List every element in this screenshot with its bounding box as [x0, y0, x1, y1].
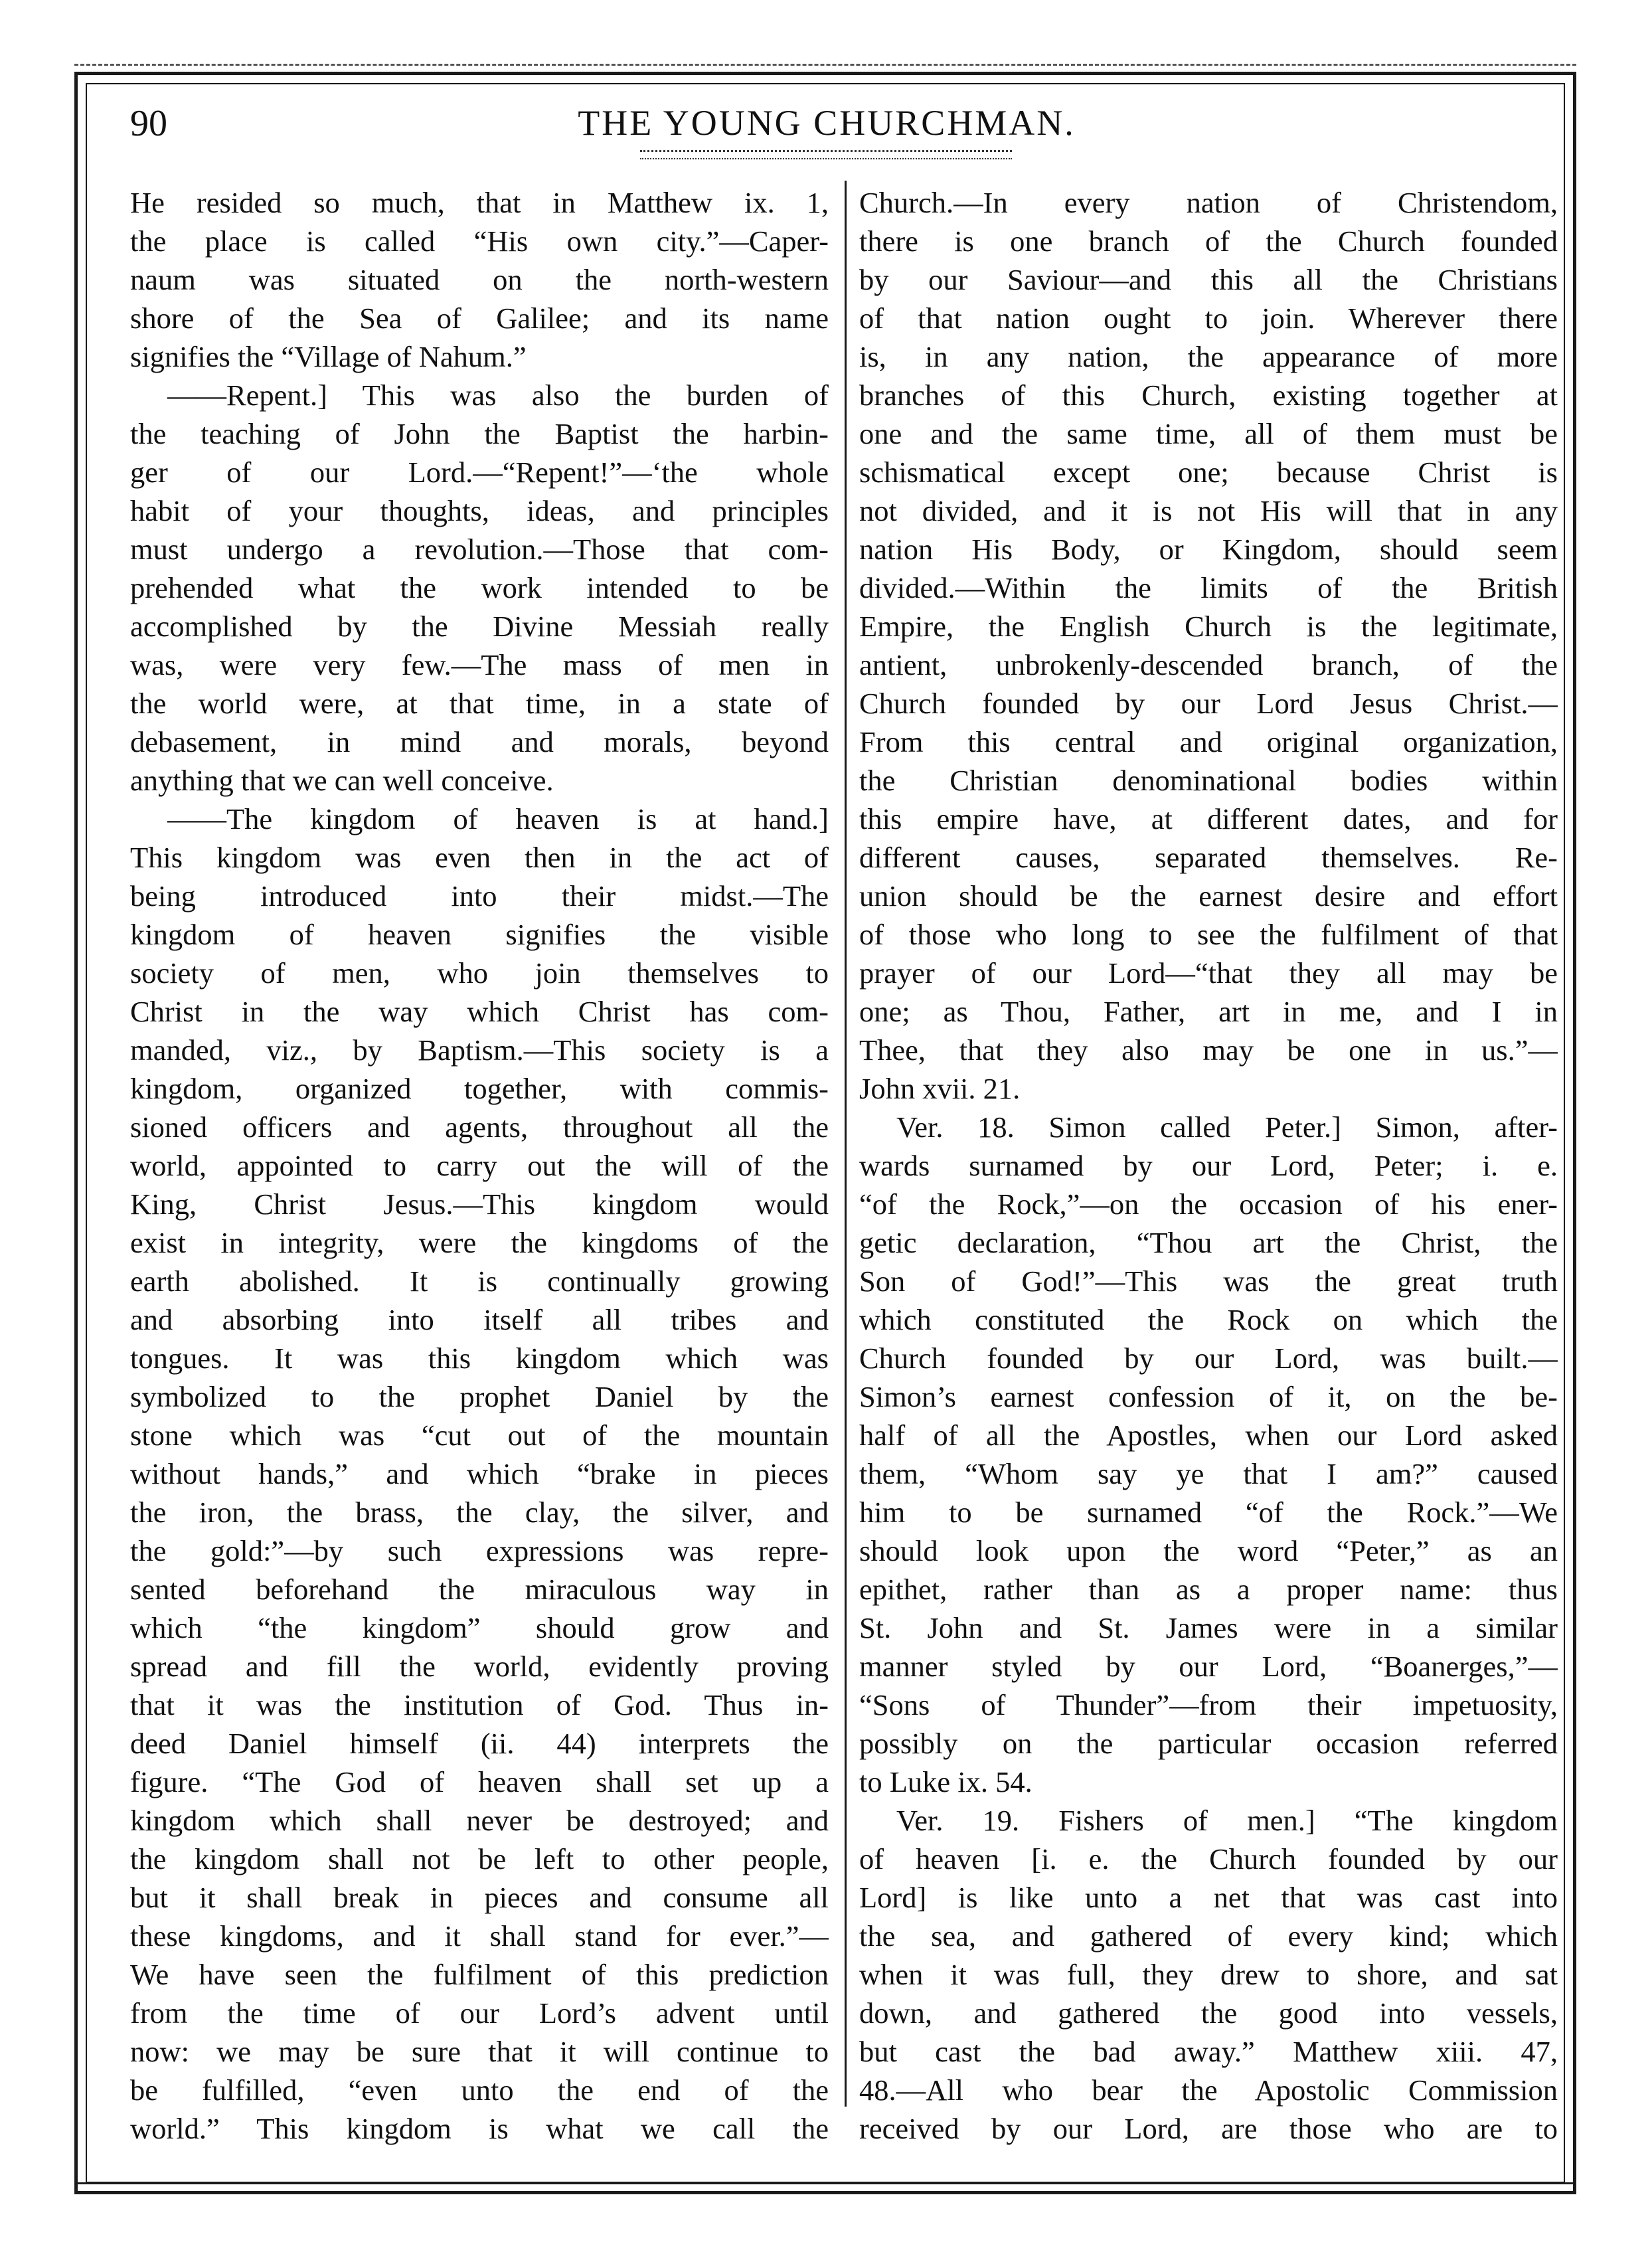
text-line: the place is called “His own city.”—Caper-	[130, 224, 829, 258]
text-line: of heaven [i. e. the Church founded by our	[859, 1842, 1558, 1875]
text-line: Simon’s earnest confession of it, on the be-	[859, 1380, 1558, 1413]
running-title: THE YOUNG CHURCHMAN.	[578, 103, 1076, 143]
text-line: sented beforehand the miraculous way in	[130, 1573, 829, 1606]
text-line: was, were very few.—The mass of men in	[130, 648, 829, 681]
text-line: one; as Thou, Father, art in me, and I in	[859, 995, 1558, 1028]
text-line: kingdom of heaven signifies the visible	[130, 918, 829, 951]
text-line: 48.—All who bear the Apostolic Commission	[859, 2073, 1558, 2107]
text-line: not divided, and it is not His will that in any	[859, 494, 1558, 527]
text-line: the gold:”—by such expressions was repre-	[130, 1534, 829, 1567]
page-header	[126, 100, 1527, 153]
text-line: earth abolished. It is continually growing	[130, 1265, 829, 1298]
text-line: Ver. 18. Simon called Peter.] Simon, after-	[896, 1110, 1558, 1144]
text-line: without hands,” and which “brake in pieces	[130, 1457, 829, 1490]
text-line: wards surnamed by our Lord, Peter; i. e.	[859, 1149, 1558, 1182]
text-line: debasement, in mind and morals, beyond	[130, 725, 829, 758]
text-line: ger of our Lord.—“Repent!”—‘the whole	[130, 456, 829, 489]
text-line: antient, unbrokenly-descended branch, of the	[859, 648, 1558, 681]
text-line: the iron, the brass, the clay, the silver, and	[130, 1496, 829, 1529]
text-line: accomplished by the Divine Messiah really	[130, 610, 829, 643]
text-line: and absorbing into itself all tribes and	[130, 1303, 829, 1336]
text-line: Church founded by our Lord, was built.—	[859, 1342, 1558, 1375]
page-number: 90	[130, 103, 167, 144]
text-line: From this central and original organization,	[859, 725, 1558, 758]
text-line: Empire, the English Church is the legitimate,	[859, 610, 1558, 643]
text-line: there is one branch of the Church founded	[859, 224, 1558, 258]
text-line: nation His Body, or Kingdom, should seem	[859, 533, 1558, 566]
text-line: which constituted the Rock on which the	[859, 1303, 1558, 1336]
text-line: tongues. It was this kingdom which was	[130, 1342, 829, 1375]
text-line: being introduced into their midst.—The	[130, 879, 829, 913]
text-line: prayer of our Lord—“that they all may be	[859, 956, 1558, 990]
text-line: now: we may be sure that it will continue to	[130, 2035, 829, 2068]
text-line: but it shall break in pieces and consume all	[130, 1881, 829, 1914]
text-line: him to be surnamed “of the Rock.”—We	[859, 1496, 1558, 1529]
column-divider	[845, 181, 847, 2107]
bottom-rule	[74, 2182, 1576, 2184]
text-line: figure. “The God of heaven shall set up a	[130, 1765, 829, 1798]
text-line: received by our Lord, are those who are to	[859, 2112, 1558, 2145]
text-line: spread and fill the world, evidently proving	[130, 1650, 829, 1683]
text-line: when it was full, they drew to shore, and sat	[859, 1958, 1558, 1991]
text-line: manded, viz., by Baptism.—This society is a	[130, 1033, 829, 1067]
text-line: from the time of our Lord’s advent until	[130, 1996, 829, 2030]
text-line: divided.—Within the limits of the British	[859, 571, 1558, 604]
text-line: different causes, separated themselves. Re-	[859, 841, 1558, 874]
text-line: ——Repent.] This was also the burden of	[167, 379, 829, 412]
text-line: the Christian denominational bodies within	[859, 764, 1558, 797]
text-line: shore of the Sea of Galilee; and its name	[130, 302, 829, 335]
text-line: “of the Rock,”—on the occasion of his ener-	[859, 1187, 1558, 1221]
text-line: symbolized to the prophet Daniel by the	[130, 1380, 829, 1413]
text-line: getic declaration, “Thou art the Christ, the	[859, 1226, 1558, 1259]
text-line: the sea, and gathered of every kind; which	[859, 1919, 1558, 1953]
text-line: down, and gathered the good into vessels,	[859, 1996, 1558, 2030]
text-line: be fulfilled, “even unto the end of the	[130, 2073, 829, 2107]
text-line: of those who long to see the fulfilment of that	[859, 918, 1558, 951]
text-line: Christ in the way which Christ has com-	[130, 995, 829, 1028]
text-line: schismatical except one; because Christ is	[859, 456, 1558, 489]
text-line: these kingdoms, and it shall stand for ever.”—	[130, 1919, 829, 1953]
text-line: epithet, rather than as a proper name: thus	[859, 1573, 1558, 1606]
top-dashed-rule	[74, 64, 1576, 66]
text-line: half of all the Apostles, when our Lord asked	[859, 1419, 1558, 1452]
text-line: prehended what the work intended to be	[130, 571, 829, 604]
text-line: He resided so much, that in Matthew ix. 1,	[130, 186, 829, 219]
text-line: but cast the bad away.” Matthew xiii. 47,	[859, 2035, 1558, 2068]
text-line: St. John and St. James were in a similar	[859, 1611, 1558, 1644]
text-line: signifies the “Village of Nahum.”	[130, 340, 527, 373]
text-line: “Sons of Thunder”—from their impetuosity,	[859, 1688, 1558, 1721]
text-line: the kingdom shall not be left to other people,	[130, 1842, 829, 1875]
text-line: naum was situated on the north-western	[130, 263, 829, 296]
text-line: Thee, that they also may be one in us.”—	[859, 1033, 1558, 1067]
text-line: that it was the institution of God. Thus in-	[130, 1688, 829, 1721]
text-line: possibly on the particular occasion referred	[859, 1727, 1558, 1760]
text-line: anything that we can well conceive.	[130, 764, 554, 797]
text-line: world, appointed to carry out the will of the	[130, 1149, 829, 1182]
text-line: should look upon the word “Peter,” as an	[859, 1534, 1558, 1567]
text-line: stone which was “cut out of the mountain	[130, 1419, 829, 1452]
text-line: ——The kingdom of heaven is at hand.]	[167, 802, 829, 835]
text-line: We have seen the fulfilment of this prediction	[130, 1958, 829, 1991]
text-line: John xvii. 21.	[859, 1072, 1021, 1105]
text-line: branches of this Church, existing together at	[859, 379, 1558, 412]
header-ornament	[640, 150, 1012, 159]
text-line: kingdom, organized together, with commis-	[130, 1072, 829, 1105]
text-line: habit of your thoughts, ideas, and principles	[130, 494, 829, 527]
text-line: this empire have, at different dates, and for	[859, 802, 1558, 835]
text-line: by our Saviour—and this all the Christians	[859, 263, 1558, 296]
text-line: to Luke ix. 54.	[859, 1765, 1032, 1798]
text-line: Lord] is like unto a net that was cast into	[859, 1881, 1558, 1914]
text-line: kingdom which shall never be destroyed; and	[130, 1804, 829, 1837]
right-column	[859, 183, 1558, 2148]
text-line: the teaching of John the Baptist the harbin-	[130, 417, 829, 450]
text-line: of that nation ought to join. Wherever there	[859, 302, 1558, 335]
text-line: King, Christ Jesus.—This kingdom would	[130, 1187, 829, 1221]
text-line: which “the kingdom” should grow and	[130, 1611, 829, 1644]
text-line: one and the same time, all of them must be	[859, 417, 1558, 450]
text-line: is, in any nation, the appearance of more	[859, 340, 1558, 373]
text-line: Son of God!”—This was the great truth	[859, 1265, 1558, 1298]
text-line: manner styled by our Lord, “Boanerges,”—	[859, 1650, 1558, 1683]
text-line: the world were, at that time, in a state of	[130, 687, 829, 720]
text-line: Ver. 19. Fishers of men.] “The kingdom	[896, 1804, 1558, 1837]
text-line: must undergo a revolution.—Those that com-	[130, 533, 829, 566]
text-line: sioned officers and agents, throughout all the	[130, 1110, 829, 1144]
text-line: world.” This kingdom is what we call the	[130, 2112, 829, 2145]
text-line: union should be the earnest desire and effort	[859, 879, 1558, 913]
text-line: Church founded by our Lord Jesus Christ.—	[859, 687, 1558, 720]
text-line: them, “Whom say ye that I am?” caused	[859, 1457, 1558, 1490]
text-line: exist in integrity, were the kingdoms of the	[130, 1226, 829, 1259]
text-line: deed Daniel himself (ii. 44) interprets the	[130, 1727, 829, 1760]
text-line: This kingdom was even then in the act of	[130, 841, 829, 874]
text-line: Church.—In every nation of Christendom,	[859, 186, 1558, 219]
left-column	[130, 183, 829, 2148]
text-line: society of men, who join themselves to	[130, 956, 829, 990]
